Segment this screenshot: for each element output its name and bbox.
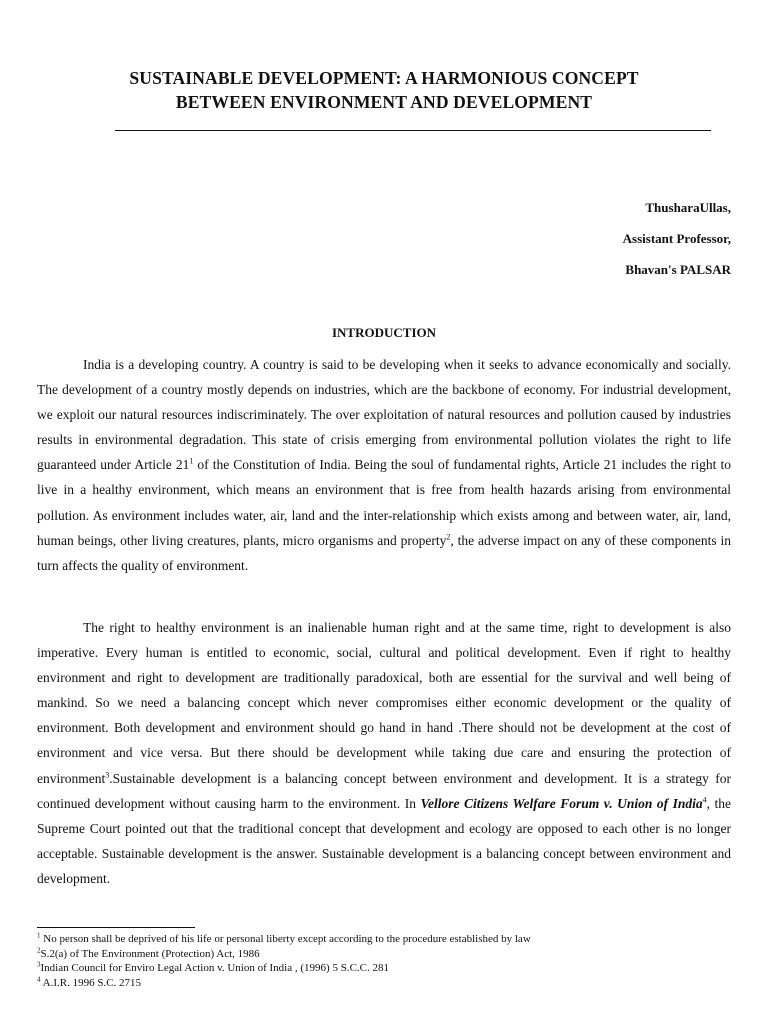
footnote-ref-1[interactable]: 1 <box>189 456 194 466</box>
title-underline <box>115 130 711 131</box>
footnote-text: Indian Council for Enviro Legal Action v. Union of India , (1996) 5 S.C.C. 281 <box>40 962 389 975</box>
case-citation: Vellore Citizens Welfare Forum v. Union of India <box>420 795 703 811</box>
paragraph-1-text-b: of the Constitution of India. Being the soul of fundamental rights, Article 21 includes the right to live in a healthy environment, which means an environment that is free from health hazards arising from environmental pollution. As environment includes water, air, land and the inter-relationship which exists among and between water, air, land, human beings, other living creatures, plants, micro organisms and property <box>37 457 731 548</box>
paragraph-2-text-b: .Sustainable development is a balancing concept between environment and development. It is a strategy for continued development without causing harm to the environment. In <box>37 770 731 811</box>
footnote-number: 1 <box>37 931 41 940</box>
footnote-2 <box>37 947 731 962</box>
footnote-number: 3 <box>37 960 41 969</box>
section-heading: INTRODUCTION <box>331 325 436 340</box>
author-position: Assistant Professor, <box>622 231 731 246</box>
footnotes <box>37 932 731 990</box>
footnote-text: No person shall be deprived of his life or personal liberty except according to the procedure established by law <box>40 933 531 945</box>
footnote-ref-2[interactable]: 2 <box>446 532 451 542</box>
footnote-3 <box>37 961 731 976</box>
author-name: ThusharaUllas, <box>645 200 731 215</box>
footnote-number: 2 <box>37 945 41 954</box>
footnote-text: S.2(a) of The Environment (Protection) Act, 1986 <box>40 947 260 960</box>
paragraph-2-text-c: , the Supreme Court pointed out that the traditional concept that development and ecology are opposed to each other is no longer acceptable. Sustainable development is the answer. Sustainable development is a balancing concept between environment and development. <box>37 795 731 886</box>
paragraph-2-text-a: The right to healthy environment is an inalienable human right and at the same time, right to development is also imperative. Every human is entitled to economic, social, cultural and political development. Even if right to healthy environment and right to development are traditionally paradoxical, both are essential for the survival and well being of mankind. So we need a balancing concept which never compromises either economic development or the quality of environment. Both development and environment should go hand in hand .There should not be development at the cost of environment and vice versa. But there should be development while taking due care and ensuring the protection of environment <box>37 620 731 786</box>
footnote-1 <box>37 932 731 947</box>
paragraph-1 <box>37 352 731 578</box>
paragraph-1-text-a: India is a developing country. A country is said to be developing when it seeks to advance economically and socially. The development of a country mostly depends on industries, which are the backbone of economy. For industrial development, we exploit our natural resources indiscriminately. The over exploitation of natural resources and pollution caused by industries results in environmental degradation. This state of crisis emerging from environmental pollution violates the right to life guaranteed under Article 21 <box>37 357 731 473</box>
footnote-text: A.I.R. 1996 S.C. 2715 <box>40 976 142 989</box>
footnote-ref-4[interactable]: 4 <box>702 795 707 805</box>
title-line-1: SUSTAINABLE DEVELOPMENT: A HARMONIOUS CONCEPT <box>129 68 639 88</box>
author-institution: Bhavan's PALSAR <box>625 262 731 277</box>
paper-title <box>37 66 731 114</box>
footnote-4 <box>37 976 731 991</box>
paragraph-1-text-c: , the adverse impact on any of these components in turn affects the quality of environment. <box>37 532 731 573</box>
footnote-number: 4 <box>37 975 41 984</box>
title-line-2: BETWEEN ENVIRONMENT AND DEVELOPMENT <box>175 92 593 112</box>
footnote-ref-3[interactable]: 3 <box>105 770 110 780</box>
paragraph-2 <box>37 615 731 891</box>
footnote-separator <box>37 927 195 928</box>
